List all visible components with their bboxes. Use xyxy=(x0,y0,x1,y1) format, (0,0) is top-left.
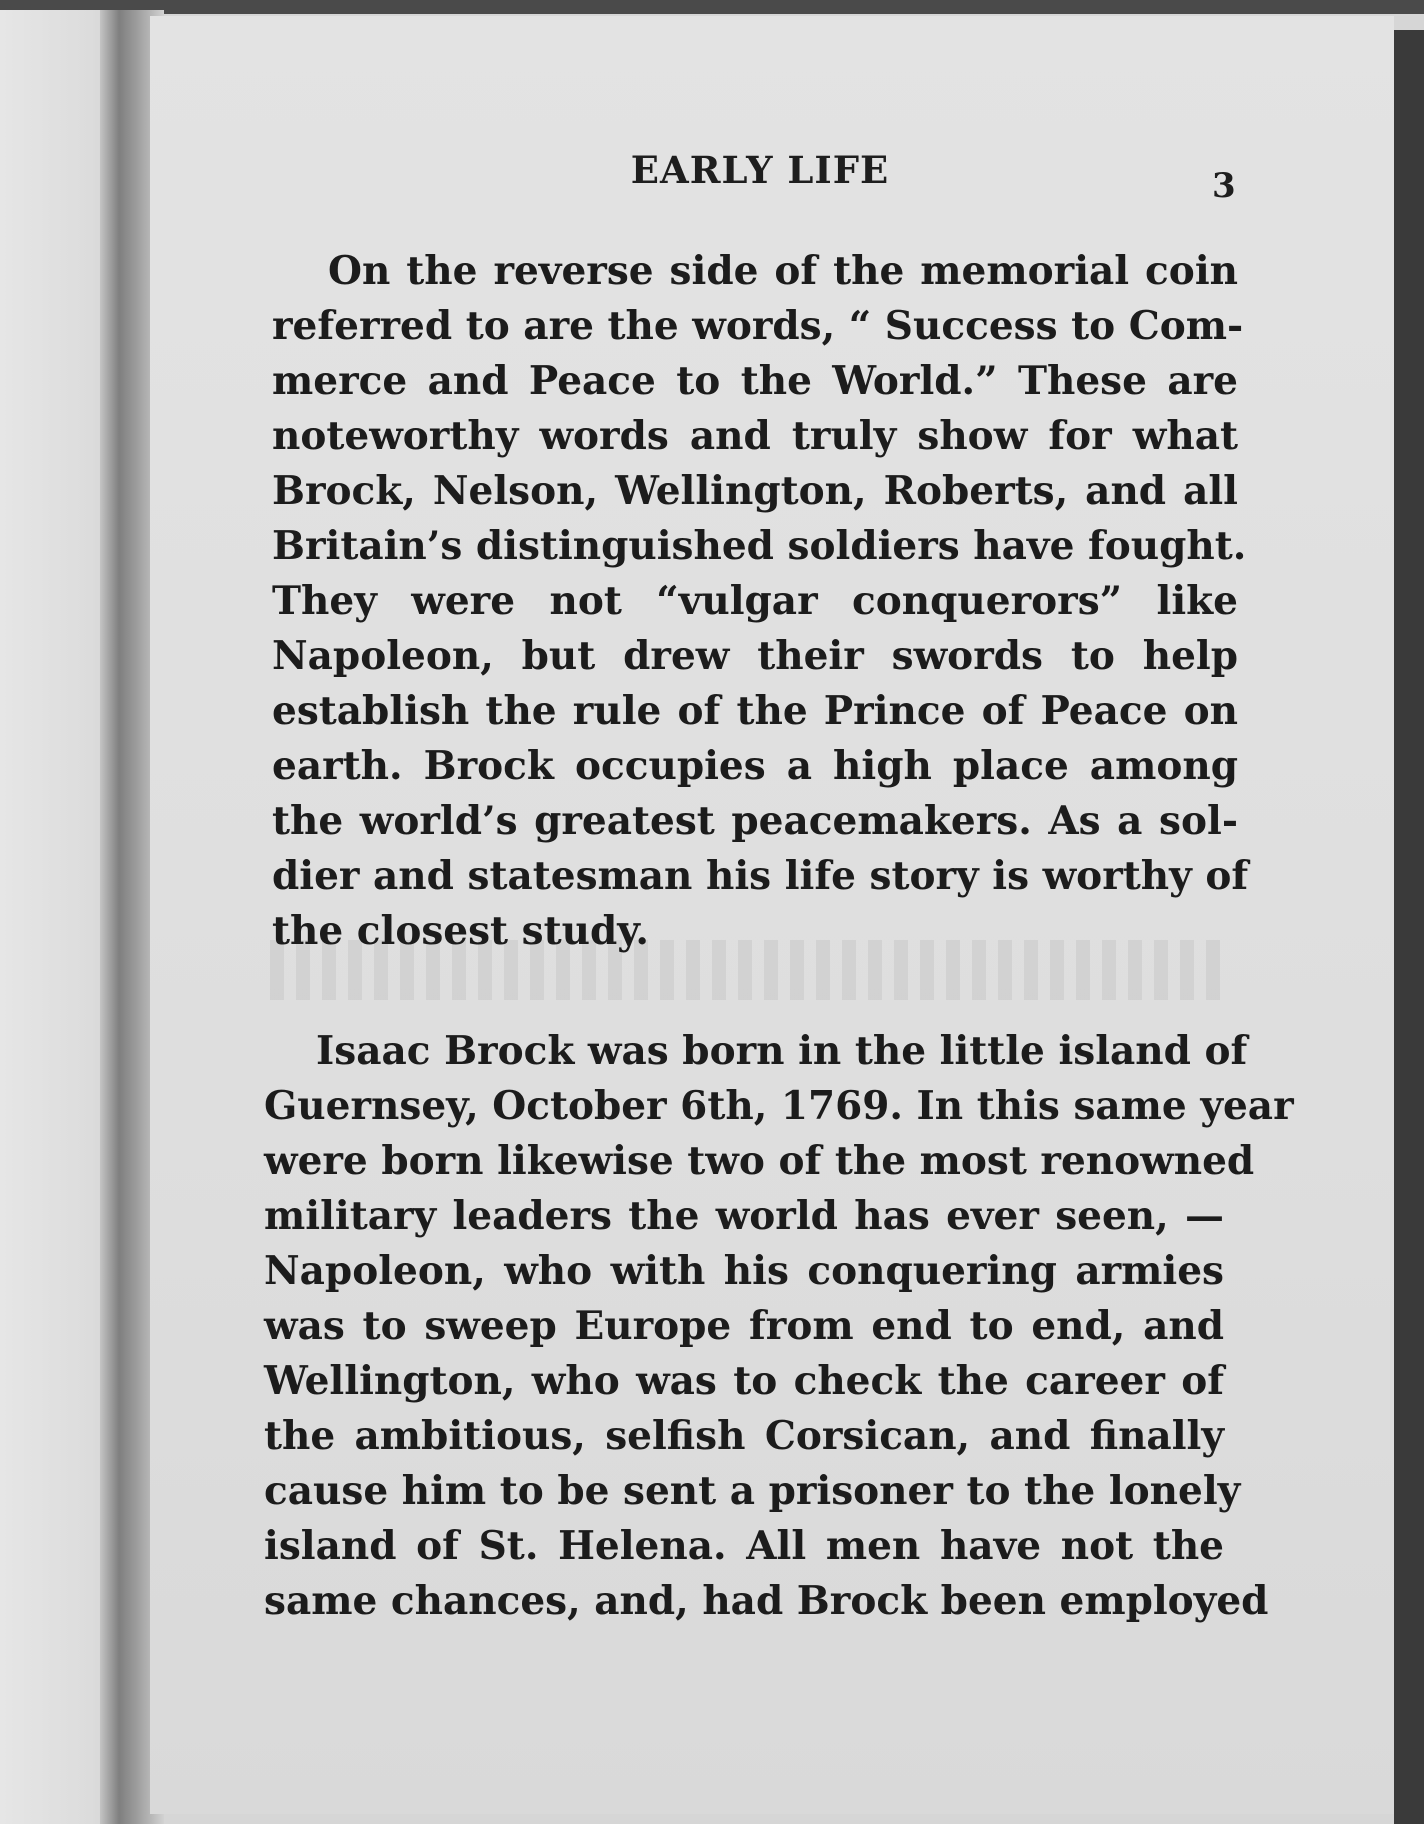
scan-top-border xyxy=(0,0,1424,14)
scan-right-border xyxy=(1394,30,1424,1824)
text-line: referred to are the words, “ Success to Com- xyxy=(272,303,1244,349)
text-line: merce and Peace to the World.” These are xyxy=(272,358,1238,404)
text-line: Napoleon, but drew their swords to help xyxy=(272,633,1238,679)
text-line: military leaders the world has ever seen, — xyxy=(264,1193,1224,1239)
text-line: were born likewise two of the most renowned xyxy=(264,1138,1255,1184)
text-line: earth. Brock occupies a high place among xyxy=(272,743,1238,789)
text-line: Guernsey, October 6th, 1769. In this same year xyxy=(264,1083,1294,1129)
text-line: Britain’s distinguished soldiers have fought. xyxy=(272,523,1247,569)
text-line: Napoleon, who with his conquering armies xyxy=(264,1248,1224,1294)
text-line: establish the rule of the Prince of Peace on xyxy=(272,688,1238,734)
text-line: cause him to be sent a prisoner to the lonely xyxy=(264,1468,1241,1514)
paragraph-2 xyxy=(264,1024,1294,1629)
text-line: noteworthy words and truly show for what xyxy=(272,413,1238,459)
text-line: the ambitious, selfish Corsican, and finally xyxy=(264,1413,1224,1459)
paragraph-1 xyxy=(272,244,1249,959)
text-line: They were not “vulgar conquerors” like xyxy=(272,578,1238,624)
running-head: EARLY LIFE xyxy=(630,148,890,192)
text-line: the world’s greatest peacemakers. As a sol- xyxy=(272,798,1238,844)
text-line: island of St. Helena. All men have not the xyxy=(264,1523,1224,1569)
text-line: the closest study. xyxy=(272,908,650,954)
text-line: same chances, and, had Brock been employed xyxy=(264,1578,1269,1624)
text-line: On the reverse side of the memorial coin xyxy=(328,248,1238,294)
text-line: Wellington, who was to check the career of xyxy=(264,1358,1224,1404)
text-line: was to sweep Europe from end to end, and xyxy=(264,1303,1224,1349)
text-line: Isaac Brock was born in the little island of xyxy=(316,1028,1248,1074)
text-line: dier and statesman his life story is worthy of xyxy=(272,853,1249,899)
text-line: Brock, Nelson, Wellington, Roberts, and all xyxy=(272,468,1238,514)
page-number: 3 xyxy=(1212,166,1236,206)
